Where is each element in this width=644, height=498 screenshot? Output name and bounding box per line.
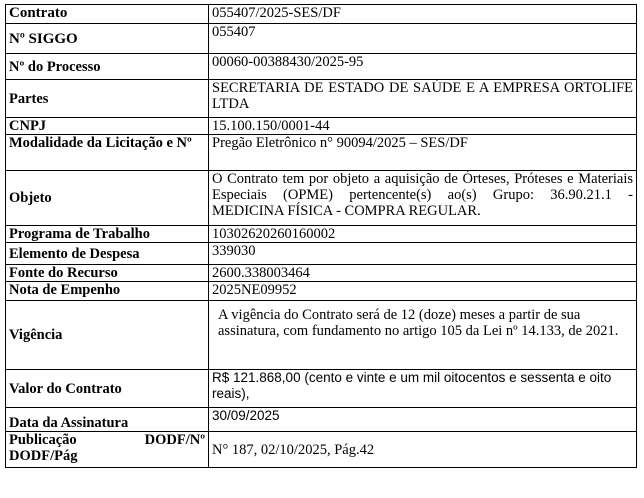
row-label-fonte: Fonte do Recurso: [6, 265, 209, 282]
table-row: [6, 265, 637, 282]
row-label-siggo: Nº SIGGO: [6, 24, 209, 54]
table-row: [6, 432, 637, 468]
row-value-programa: 10302620260160002: [209, 226, 637, 243]
row-label-cnpj: CNPJ: [6, 118, 209, 135]
row-value-partes: SECRETARIA DE ESTADO DE SAÚDE E A EMPRESA ORTOLIFE LTDA: [209, 80, 637, 118]
table-row: [6, 301, 637, 370]
row-value-publicacao: N° 187, 02/10/2025, Pág.42: [209, 432, 637, 468]
label-dodf-no: DODF/Nº: [144, 432, 205, 448]
row-value-vigencia: A vigência do Contrato será de 12 (doze) meses a partir de sua assinatura, com fundamento no artigo 105 da Lei nº 14.133, de 2021.: [218, 307, 619, 339]
table-row: [6, 135, 637, 171]
table-row: [6, 24, 637, 54]
row-value-processo: 00060-00388430/2025-95: [209, 54, 637, 80]
row-label-assinatura: Data da Assinatura: [6, 408, 209, 432]
row-label-elemento: Elemento de Despesa: [6, 243, 209, 265]
table-row: [6, 408, 637, 432]
row-label-empenho: Nota de Empenho: [6, 282, 209, 301]
table-row: [6, 80, 637, 118]
row-label-publicacao: [6, 432, 209, 468]
row-value-modalidade: Pregão Eletrônico n° 90094/2025 – SES/DF: [209, 135, 637, 171]
table-row: [6, 118, 637, 135]
table-row: [6, 243, 637, 265]
row-label-partes: Partes: [6, 80, 209, 118]
table-row: [6, 5, 637, 24]
row-label-modalidade: Modalidade da Licitação e Nº: [6, 135, 209, 171]
row-value-vigencia-cell: [209, 301, 637, 370]
table-row: [6, 54, 637, 80]
row-label-vigencia: Vigência: [6, 301, 209, 370]
row-value-cnpj: 15.100.150/0001-44: [209, 118, 637, 135]
row-value-elemento: 339030: [209, 243, 637, 265]
row-value-contrato: 055407/2025-SES/DF: [209, 5, 637, 24]
row-label-valor: Valor do Contrato: [6, 370, 209, 408]
row-label-processo: Nº do Processo: [6, 54, 209, 80]
row-label-programa: Programa de Trabalho: [6, 226, 209, 243]
table-row: [6, 282, 637, 301]
table-row: [6, 171, 637, 226]
row-label-contrato: Contrato: [6, 5, 209, 24]
row-value-fonte: 2600.338003464: [209, 265, 637, 282]
label-publicacao: Publicação: [9, 432, 77, 448]
contract-summary-document: [5, 4, 637, 468]
row-label-objeto: Objeto: [6, 171, 209, 226]
publicacao-label-line: [9, 432, 205, 448]
row-value-valor: R$ 121.868,00 (cento e vinte e um mil oitocentos e sessenta e oito reais),: [209, 370, 637, 408]
table-row: [6, 226, 637, 243]
row-value-assinatura: 30/09/2025: [209, 408, 637, 432]
contract-table: [5, 4, 637, 468]
row-value-objeto: O Contrato tem por objeto a aquisição de Órteses, Próteses e Materiais Especiais (OPME) pertencente(s) ao(s) Grupo: 36.90.21.1 - MEDICINA FÍSICA - COMPRA REGULAR.: [209, 171, 637, 226]
label-dodf-pag: DODF/Pág: [9, 448, 78, 464]
table-row: [6, 370, 637, 408]
row-value-empenho: 2025NE09952: [209, 282, 637, 301]
row-value-siggo: 055407: [209, 24, 637, 54]
